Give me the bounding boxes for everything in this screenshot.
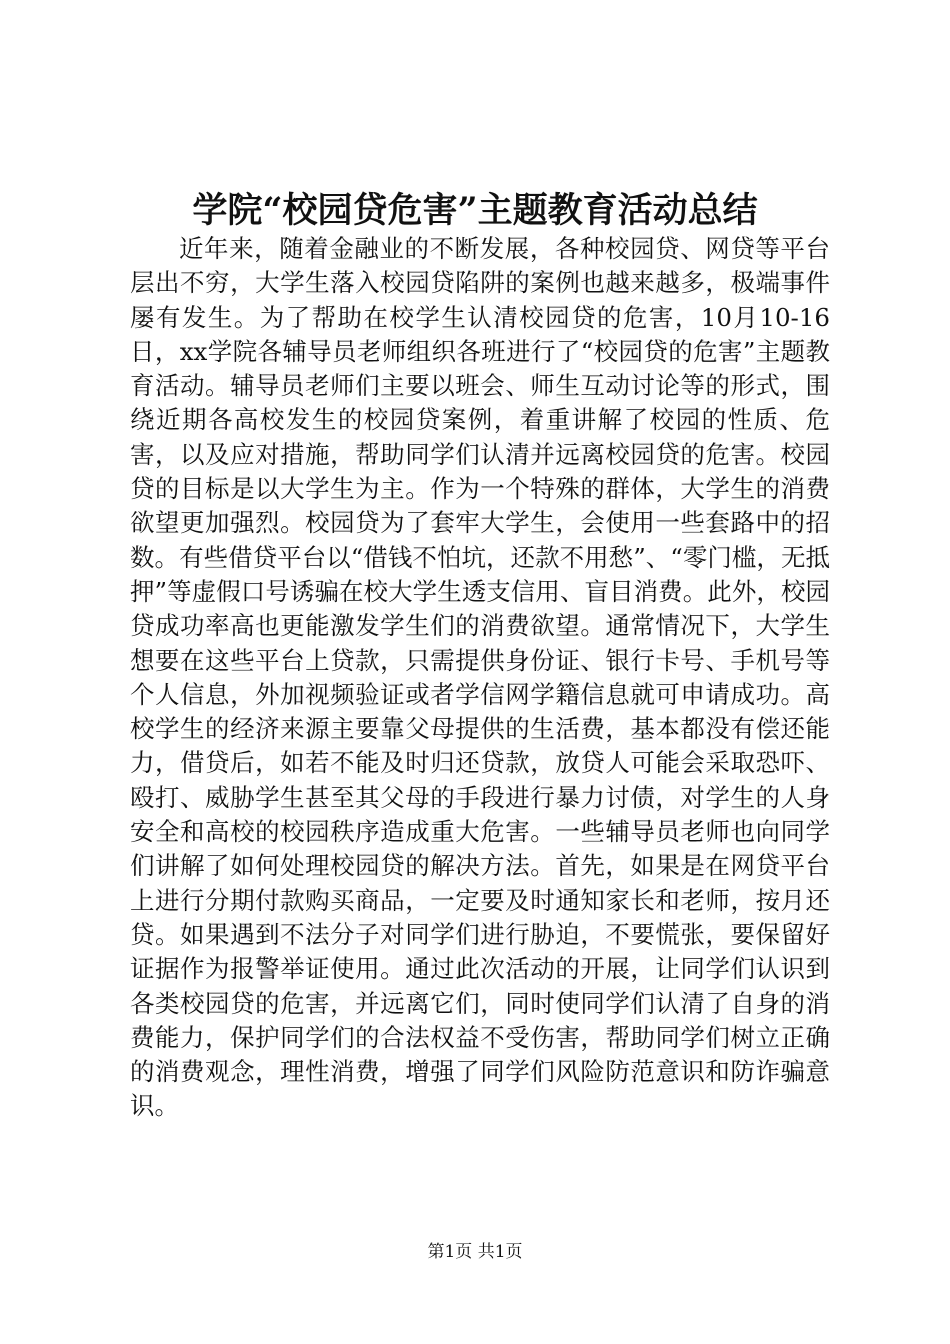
document-title: 学院“校园贷危害”主题教育活动总结 bbox=[192, 190, 758, 231]
page-footer: 第1页 共1页 bbox=[427, 1242, 523, 1262]
body-paragraph: 近年来，随着金融业的不断发展，各种校园贷、网贷等平台层出不穷，大学生落入校园贷陷阱的案例也越来越多，极端事件屡有发生。为了帮助在校学生认清校园贷的危害，10月10-16日，xx学院各辅导员老师组织各班进行了“校园贷的危害”主题教育活动。辅导员老师们主要以班会、师生互动讨论等的形式，围绕近期各高校发生的校园贷案例，着重讲解了校园的性质、危害，以及应对措施，帮助同学们认清并远离校园贷的危害。校园贷的目标是以大学生为主。作为一个特殊的群体，大学生的消费欲望更加强烈。校园贷为了套牢大学生，会使用一些套路中的招数。有些借贷平台以“借钱不怕坑，还款不用愁”、“零门槛，无抵押”等虚假口号诱骗在校大学生透支信用、盲目消费。此外，校园贷成功率高也更能激发学生们的消费欲望。通常情况下，大学生想要在这些平台上贷款，只需提供身份证、银行卡号、手机号等个人信息，外加视频验证或者学信网学籍信息就可申请成功。高校学生的经济来源主要靠父母提供的生活费，基本都没有偿还能力，借贷后，如若不能及时归还贷款，放贷人可能会采取恐吓、殴打、威胁学生甚至其父母的手段进行暴力讨债，对学生的人身安全和高校的校园秩序造成重大危害。一些辅导员老师也向同学们讲解了如何处理校园贷的解决方法。首先，如果是在网贷平台上进行分期付款购买商品，一定要及时通知家长和老师，按月还贷。如果遇到不法分子对同学们进行胁迫，不要慌张，要保留好证据作为报警举证使用。通过此次活动的开展，让同学们认识到各类校园贷的危害，并远离它们，同时使同学们认清了自身的消费能力，保护同学们的合法权益不受伤害，帮助同学们树立正确的消费观念，理性消费，增强了同学们风险防范意识和防诈骗意识。 bbox=[130, 234, 830, 1121]
